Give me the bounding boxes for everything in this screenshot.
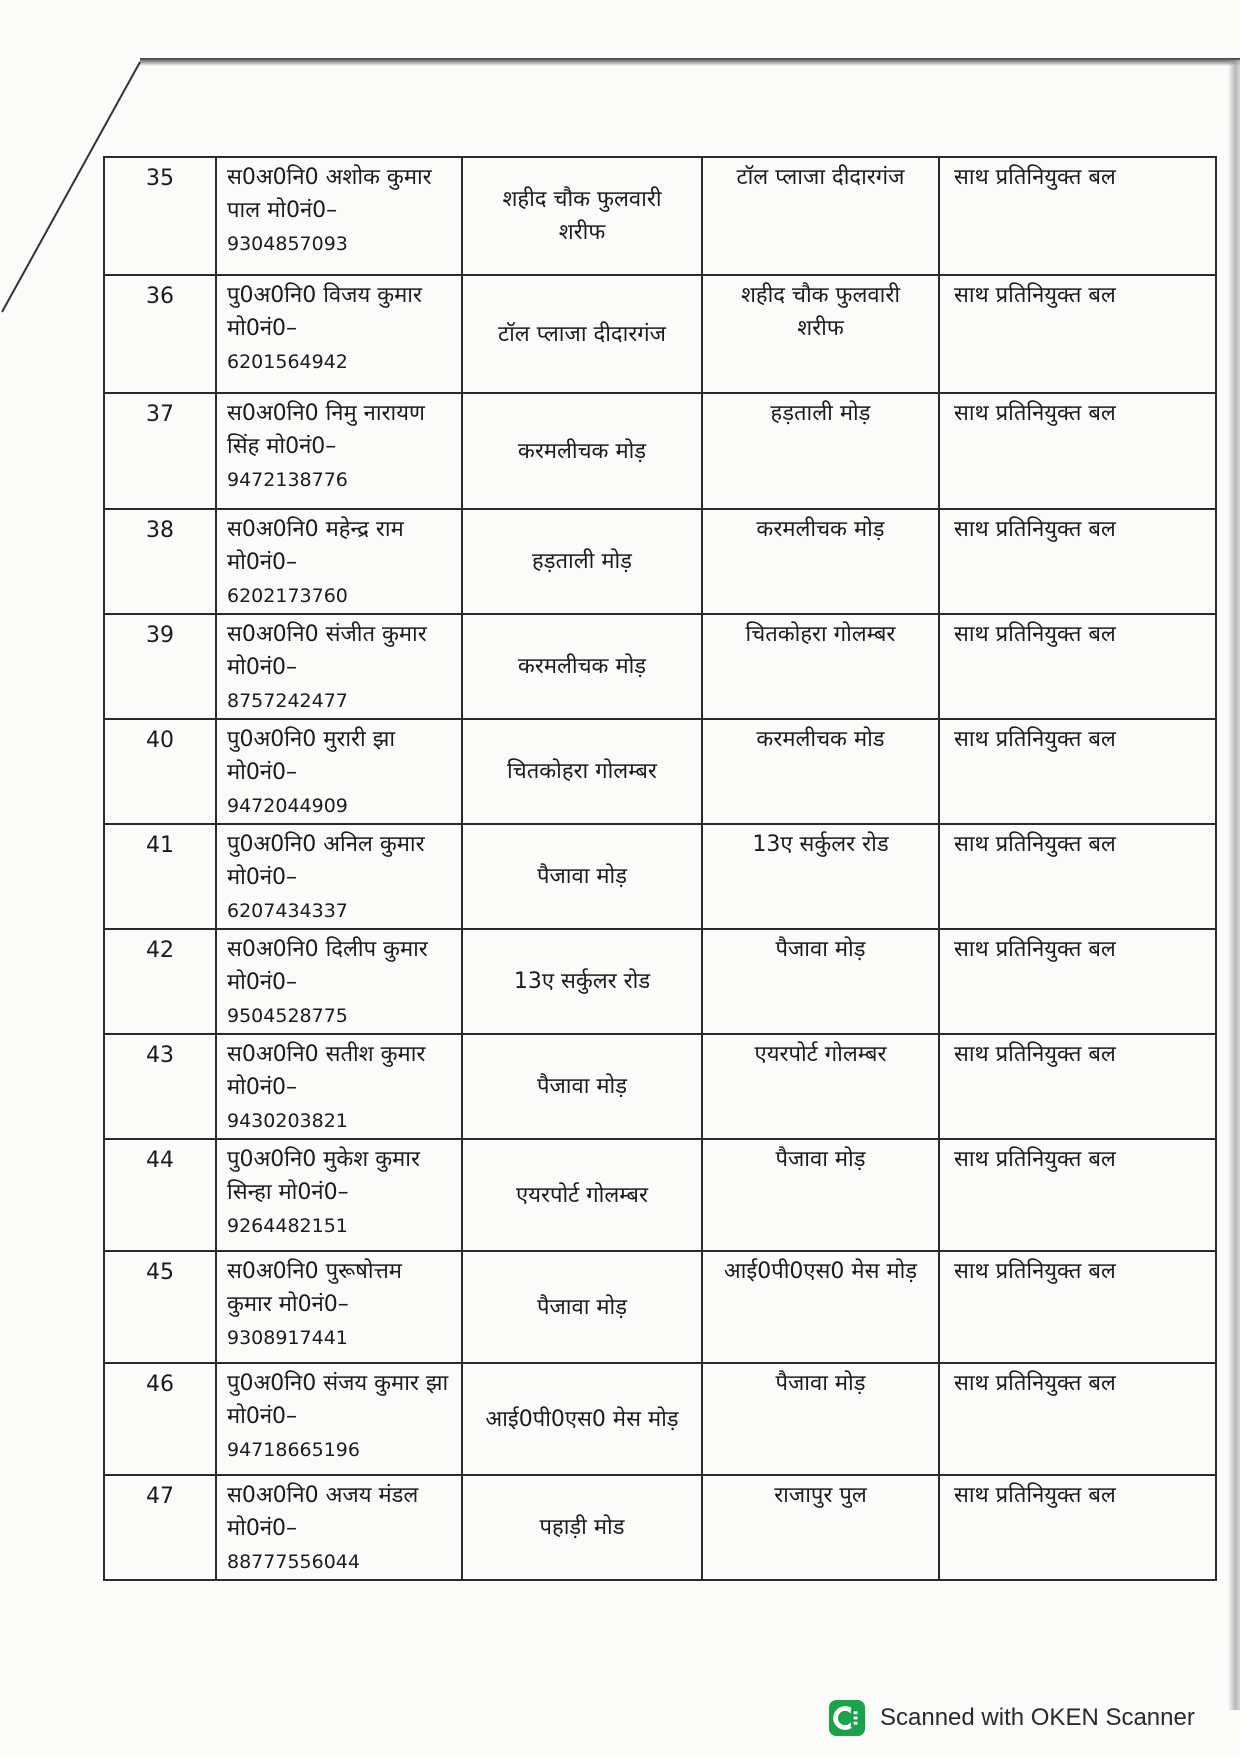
- officer-phone: 9430203821: [227, 1110, 348, 1132]
- force-cell: [939, 929, 1216, 1034]
- to-location: टॉल प्लाजा दीदारगंज: [736, 165, 905, 190]
- officer-phone: 6207434337: [227, 900, 348, 922]
- deployed-force: साथ प्रतिनियुक्त बल: [954, 1042, 1116, 1067]
- deployed-force: साथ प्रतिनियुक्त बल: [954, 937, 1116, 962]
- serial-number: 42: [146, 938, 174, 963]
- deployed-force: साथ प्रतिनियुक्त बल: [954, 401, 1116, 426]
- officer-cell: [216, 275, 462, 393]
- from-location-cell: [462, 275, 702, 393]
- table-row: [104, 929, 1216, 1034]
- officer-phone: 6201564942: [227, 351, 348, 373]
- to-location-cell: [702, 824, 939, 929]
- to-location: 13ए सर्कुलर रोड: [752, 832, 889, 857]
- serial-number-cell: [104, 1251, 216, 1363]
- serial-number: 40: [146, 728, 174, 753]
- deployed-force: साथ प्रतिनियुक्त बल: [954, 1259, 1116, 1284]
- officer-cell: [216, 1363, 462, 1475]
- scanner-watermark-text: Scanned with OKEN Scanner: [880, 1704, 1195, 1731]
- to-location: पैजावा मोड़: [775, 937, 866, 962]
- to-location-cell: [702, 1363, 939, 1475]
- officer-name: [217, 615, 461, 718]
- serial-number-cell: [104, 719, 216, 824]
- officer-name: [217, 276, 461, 379]
- officer-name-text: पु0अ0नि0 अनिल कुमार मो0नं0–: [227, 832, 425, 890]
- serial-number: 39: [146, 623, 174, 648]
- serial-number: 41: [146, 833, 174, 858]
- from-location: चितकोहरा गोलम्बर: [507, 759, 657, 784]
- from-location-cell: [462, 1363, 702, 1475]
- officer-name: [217, 1140, 461, 1243]
- to-location: करमलीचक मोड: [756, 727, 885, 752]
- table-row: [104, 509, 1216, 614]
- to-location: पैजावा मोड़: [775, 1371, 866, 1396]
- from-location-cell: [462, 929, 702, 1034]
- officer-name-text: स0अ0नि0 दिलीप कुमार मो0नं0–: [227, 937, 428, 995]
- serial-number-cell: [104, 157, 216, 275]
- serial-number-cell: [104, 1475, 216, 1580]
- from-location: हड़ताली मोड़: [532, 549, 632, 574]
- to-location-cell: [702, 509, 939, 614]
- deployed-force: साथ प्रतिनियुक्त बल: [954, 1371, 1116, 1396]
- officer-phone: 94718665196: [227, 1439, 360, 1461]
- serial-number: 36: [146, 284, 174, 309]
- from-location: एयरपोर्ट गोलम्बर: [516, 1182, 648, 1208]
- from-location: पहाड़ी मोड: [539, 1515, 625, 1540]
- from-location: करमलीचक मोड़: [517, 654, 647, 679]
- table-row: [104, 393, 1216, 509]
- from-location: शहीद चौक फुलवारी शरीफ: [502, 187, 662, 245]
- deployed-force: साथ प्रतिनियुक्त बल: [954, 622, 1116, 647]
- officer-name: [217, 158, 461, 261]
- table-row: [104, 719, 1216, 824]
- from-location: आई0पी0एस0 मेस मोड़: [485, 1406, 679, 1432]
- to-location: हड़ताली मोड़: [770, 401, 871, 426]
- force-cell: [939, 1475, 1216, 1580]
- officer-cell: [216, 614, 462, 719]
- from-location-cell: [462, 1475, 702, 1580]
- to-location: राजापुर पुल: [774, 1483, 867, 1508]
- officer-name: [217, 930, 461, 1033]
- deployed-force: साथ प्रतिनियुक्त बल: [954, 727, 1116, 752]
- officer-cell: [216, 1139, 462, 1251]
- deployed-force: साथ प्रतिनियुक्त बल: [954, 283, 1116, 308]
- officer-name: [217, 720, 461, 823]
- officer-name: [217, 825, 461, 928]
- officer-cell: [216, 719, 462, 824]
- force-cell: [939, 614, 1216, 719]
- scan-page-edge-top: [140, 58, 1240, 66]
- from-location-cell: [462, 719, 702, 824]
- to-location: चितकोहरा गोलम्बर: [745, 622, 896, 647]
- table-row: [104, 614, 1216, 719]
- table-row: [104, 157, 1216, 275]
- scanner-watermark: [828, 1700, 1195, 1736]
- officer-name-text: पु0अ0नि0 मुरारी झा मो0नं0–: [227, 727, 396, 785]
- officer-name: [217, 1252, 461, 1355]
- officer-name-text: पु0अ0नि0 संजय कुमार झा मो0नं0–: [227, 1371, 449, 1429]
- serial-number-cell: [104, 275, 216, 393]
- to-location-cell: [702, 393, 939, 509]
- scan-page-edge-right: [1228, 60, 1240, 1710]
- table-row: [104, 1363, 1216, 1475]
- deployed-force: साथ प्रतिनियुक्त बल: [954, 1147, 1116, 1172]
- officer-name-text: स0अ0नि0 सतीश कुमार मो0नं0–: [227, 1042, 426, 1100]
- to-location: आई0पी0एस0 मेस मोड़: [723, 1259, 918, 1284]
- from-location-cell: [462, 1139, 702, 1251]
- table-row: [104, 1139, 1216, 1251]
- force-cell: [939, 1034, 1216, 1139]
- serial-number: 47: [146, 1484, 174, 1509]
- table-row: [104, 275, 1216, 393]
- serial-number: 35: [146, 166, 174, 191]
- serial-number: 43: [146, 1043, 174, 1068]
- officer-cell: [216, 509, 462, 614]
- force-cell: [939, 157, 1216, 275]
- from-location: पैजावा मोड़: [536, 1294, 628, 1320]
- force-cell: [939, 824, 1216, 929]
- from-location-cell: [462, 614, 702, 719]
- officer-cell: [216, 929, 462, 1034]
- to-location-cell: [702, 929, 939, 1034]
- from-location-cell: [462, 157, 702, 275]
- oken-scanner-logo-icon: [828, 1699, 866, 1737]
- table-row: [104, 824, 1216, 929]
- to-location: एयरपोर्ट गोलम्बर: [754, 1042, 887, 1067]
- officer-name-text: स0अ0नि0 अजय मंडल मो0नं0–: [227, 1483, 419, 1541]
- to-location-cell: [702, 614, 939, 719]
- from-location: पैजावा मोड़: [536, 864, 628, 889]
- officer-phone: 9472138776: [227, 469, 348, 491]
- force-cell: [939, 1251, 1216, 1363]
- officer-cell: [216, 1034, 462, 1139]
- serial-number-cell: [104, 509, 216, 614]
- officer-name-text: पु0अ0नि0 मुकेश कुमार सिन्हा मो0नं0–: [227, 1147, 420, 1205]
- officer-name: [217, 510, 461, 613]
- table-row: [104, 1251, 1216, 1363]
- officer-name-text: स0अ0नि0 संजीत कुमार मो0नं0–: [227, 622, 427, 680]
- force-cell: [939, 1139, 1216, 1251]
- officer-cell: [216, 1475, 462, 1580]
- officer-name: [217, 1476, 461, 1579]
- force-cell: [939, 719, 1216, 824]
- serial-number-cell: [104, 393, 216, 509]
- to-location: पैजावा मोड़: [775, 1147, 866, 1172]
- officer-name-text: स0अ0नि0 महेन्द्र राम मो0नं0–: [227, 517, 404, 575]
- to-location-cell: [702, 1034, 939, 1139]
- serial-number: 44: [146, 1148, 174, 1173]
- officer-name-text: स0अ0नि0 निमु नारायण सिंह मो0नं0–: [227, 401, 425, 459]
- officer-phone: 88777556044: [227, 1551, 360, 1573]
- to-location-cell: [702, 1475, 939, 1580]
- from-location: करमलीचक मोड़: [517, 438, 647, 464]
- officer-name: [217, 1035, 461, 1138]
- from-location: टॉल प्लाजा दीदारगंज: [498, 321, 666, 347]
- officer-name-text: पु0अ0नि0 विजय कुमार मो0नं0–: [227, 283, 422, 341]
- force-cell: [939, 393, 1216, 509]
- deployed-force: साथ प्रतिनियुक्त बल: [954, 832, 1116, 857]
- force-cell: [939, 1363, 1216, 1475]
- serial-number: 38: [146, 518, 174, 543]
- officer-phone: 9304857093: [227, 233, 348, 255]
- from-location-cell: [462, 824, 702, 929]
- table-row: [104, 1475, 1216, 1580]
- officer-phone: 6202173760: [227, 585, 348, 607]
- from-location: पैजावा मोड़: [536, 1074, 628, 1099]
- officer-phone: 8757242477: [227, 690, 348, 712]
- officer-name: [217, 394, 461, 497]
- to-location: शहीद चौक फुलवारी शरीफ: [740, 283, 901, 341]
- to-location-cell: [702, 719, 939, 824]
- officer-phone: 9308917441: [227, 1327, 348, 1349]
- officer-cell: [216, 1251, 462, 1363]
- from-location: 13ए सर्कुलर रोड: [513, 969, 651, 994]
- officer-cell: [216, 824, 462, 929]
- serial-number: 37: [146, 402, 174, 427]
- officer-cell: [216, 393, 462, 509]
- officer-name: [217, 1364, 461, 1467]
- deployed-force: साथ प्रतिनियुक्त बल: [954, 517, 1116, 542]
- from-location-cell: [462, 1251, 702, 1363]
- serial-number-cell: [104, 1034, 216, 1139]
- serial-number: 46: [146, 1372, 174, 1397]
- serial-number-cell: [104, 1139, 216, 1251]
- deployed-force: साथ प्रतिनियुक्त बल: [954, 1483, 1116, 1508]
- serial-number-cell: [104, 929, 216, 1034]
- force-cell: [939, 509, 1216, 614]
- officer-phone: 9264482151: [227, 1215, 348, 1237]
- duty-roster-table: [103, 156, 1217, 1581]
- table-row: [104, 1034, 1216, 1139]
- from-location-cell: [462, 393, 702, 509]
- serial-number-cell: [104, 614, 216, 719]
- from-location-cell: [462, 1034, 702, 1139]
- to-location-cell: [702, 1251, 939, 1363]
- serial-number: 45: [146, 1260, 174, 1285]
- duty-roster-body: [104, 157, 1216, 1580]
- from-location-cell: [462, 509, 702, 614]
- to-location-cell: [702, 275, 939, 393]
- deployed-force: साथ प्रतिनियुक्त बल: [954, 165, 1116, 190]
- to-location-cell: [702, 1139, 939, 1251]
- to-location: करमलीचक मोड़: [756, 517, 885, 542]
- officer-phone: 9472044909: [227, 795, 348, 817]
- to-location-cell: [702, 157, 939, 275]
- serial-number-cell: [104, 824, 216, 929]
- officer-name-text: स0अ0नि0 अशोक कुमार पाल मो0नं0–: [227, 165, 432, 223]
- officer-phone: 9504528775: [227, 1005, 348, 1027]
- force-cell: [939, 275, 1216, 393]
- serial-number-cell: [104, 1363, 216, 1475]
- officer-cell: [216, 157, 462, 275]
- officer-name-text: स0अ0नि0 पुरूषोत्तम कुमार मो0नं0–: [227, 1259, 402, 1317]
